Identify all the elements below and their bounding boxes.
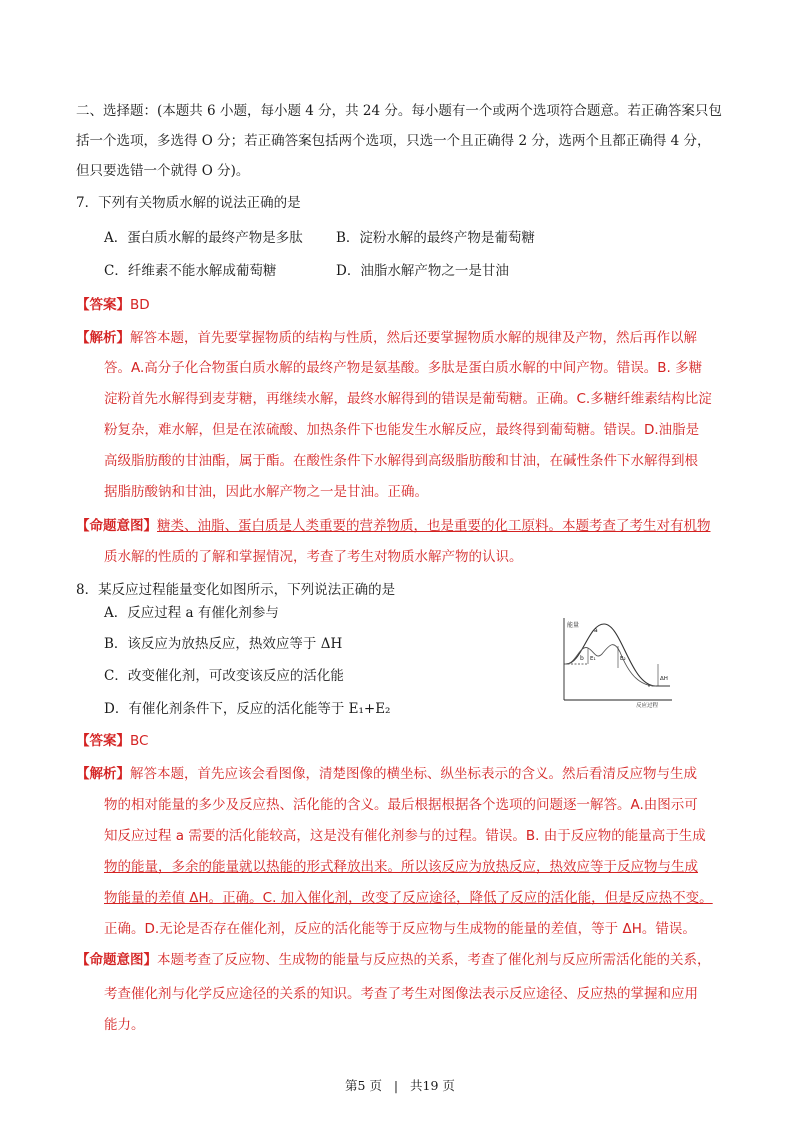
section-header-line-2: 括一个选项，多选得 O 分；若正确答案包括两个选项，只选一个且正确得 2 分，选两个且都正确得 4 分， (76, 133, 711, 149)
footer-separator: | (393, 1078, 399, 1093)
q7-answer (76, 295, 150, 315)
q8-intent-line-1 (76, 950, 711, 970)
q7-stem: 7．下列有关物质水解的说法正确的是 (76, 195, 301, 211)
q8-analysis-line-1 (76, 764, 697, 784)
q8-option-d: D．有催化剂条件下，反应的活化能等于 E₁+E₂ (104, 701, 391, 717)
curve-b-label: b (580, 655, 584, 662)
q8-option-b: B．该反应为放热反应，热效应等于 ΔH (104, 636, 343, 652)
q8-analysis-line-4: 物的能量，多余的能量就以热能的形式释放出来。所以该反应为放热反应，热效应等于反应物与生成 (104, 859, 698, 875)
q8-option-c: C．改变催化剂，可改变该反应的活化能 (104, 668, 344, 684)
q8-answer-value: BC (130, 733, 149, 749)
q7-option-c: C．纤维素不能水解成葡萄糖 (104, 263, 277, 279)
q7-analysis-line-5: 高级脂肪酸的甘油酯，属于酯。在酸性条件下水解得到高级脂肪酸和甘油，在碱性条件下水解得到根 (104, 453, 698, 469)
q7-analysis-line-3: 淀粉首先水解得到麦芽糖，再继续水解，最终水解得到的错误是葡萄糖。正确。C.多糖纤维素结构比淀 (104, 391, 712, 407)
q8-intent-line-3: 能力。 (104, 1017, 145, 1033)
q8-answer-tag: 【答案】 (76, 733, 130, 749)
q8-analysis-text-1: 解答本题，首先应该会看图像，清楚图像的横坐标、纵坐标表示的含义。然后看清反应物与生成 (130, 766, 697, 782)
q8-intent-tag: 【命题意图】 (76, 952, 157, 968)
q7-analysis-text-1: 解答本题，首先要掌握物质的结构与性质，然后还要掌握物质水解的规律及产物，然后再作以解 (130, 330, 697, 346)
section-header-line-1: 二、选择题：(本题共 6 小题，每小题 4 分，共 24 分。每小题有一个或两个选项符合题意。若正确答案只包 (76, 103, 722, 119)
q8-analysis-line-2: 物的相对能量的多少及反应热、活化能的含义。最后根据根据各个选项的问题逐一解答。A.由图示可 (104, 797, 698, 813)
q7-option-a: A．蛋白质水解的最终产物是多肽 (104, 230, 303, 246)
q7-analysis-line-4: 粉复杂，难水解，但是在浓硫酸、加热条件下也能发生水解反应，最终得到葡萄糖。错误。D.油脂是 (104, 422, 700, 438)
page-footer (0, 1076, 800, 1094)
q7-intent-tag: 【命题意图】 (76, 518, 157, 534)
q8-analysis-line-5: 物能量的差值 ΔH。正确。C. 加入催化剂，改变了反应途径，降低了反应的活化能，但是反应热不变。 (104, 890, 713, 906)
q7-intent-text-1: 糖类、油脂、蛋白质是人类重要的营养物质，也是重要的化工原料。本题考查了考生对有机物 (157, 518, 711, 534)
q7-answer-value: BD (130, 297, 150, 313)
q7-analysis-tag: 【解析】 (76, 330, 130, 346)
q7-intent-line-1 (76, 516, 711, 536)
q7-option-d: D．油脂水解产物之一是甘油 (336, 263, 509, 279)
energy-diagram (558, 616, 676, 708)
q7-intent-line-2: 质水解的性质的了解和掌握情况，考查了考生对物质水解产物的认识。 (104, 549, 523, 565)
q7-analysis-line-2: 答。A.高分子化合物蛋白质水解的最终产物是氨基酸。多肽是蛋白质水解的中间产物。错误。B. 多糖 (104, 360, 703, 376)
footer-page-number: 第5 页 (345, 1078, 382, 1093)
q7-answer-tag: 【答案】 (76, 297, 130, 313)
e1-label: E₁ (590, 656, 596, 662)
e2-label: E₂ (620, 656, 626, 662)
curve-a-label: a (594, 627, 598, 634)
footer-total-pages: 共19 页 (410, 1078, 455, 1093)
q8-option-a: A．反应过程 a 有催化剂参与 (104, 605, 279, 621)
section-header-line-3: 但只要选错一个就得 O 分)。 (76, 163, 250, 179)
dh-label: ΔH (660, 676, 668, 682)
q8-analysis-line-3: 知反应过程 a 需要的活化能较高，这是没有催化剂参与的过程。错误。B. 由于反应物的能量高于生成 (104, 828, 706, 844)
q8-answer (76, 731, 148, 751)
q8-analysis-tag: 【解析】 (76, 766, 130, 782)
q8-intent-line-2: 考查催化剂与化学反应途径的关系的知识。考查了考生对图像法表示反应途径、反应热的掌握和应用 (104, 986, 698, 1002)
q8-stem: 8．某反应过程能量变化如图所示，下列说法正确的是 (76, 582, 396, 598)
q7-option-b: B．淀粉水解的最终产物是葡萄糖 (336, 230, 535, 246)
q8-analysis-line-6: 正确。D.无论是否存在催化剂，反应的活化能等于反应物与生成物的能量的差值，等于 ΔH。错误。 (104, 921, 696, 937)
q8-intent-text-1: 本题考查了反应物、生成物的能量与反应热的关系，考查了催化剂与反应所需活化能的关系， (157, 952, 711, 968)
energy-xlabel: 反应过程 (636, 703, 659, 708)
q7-analysis-line-6: 据脂肪酸钠和甘油，因此水解产物之一是甘油。正确。 (104, 484, 428, 500)
energy-ylabel: 能量 (567, 622, 580, 629)
q7-analysis-line-1 (76, 328, 697, 348)
